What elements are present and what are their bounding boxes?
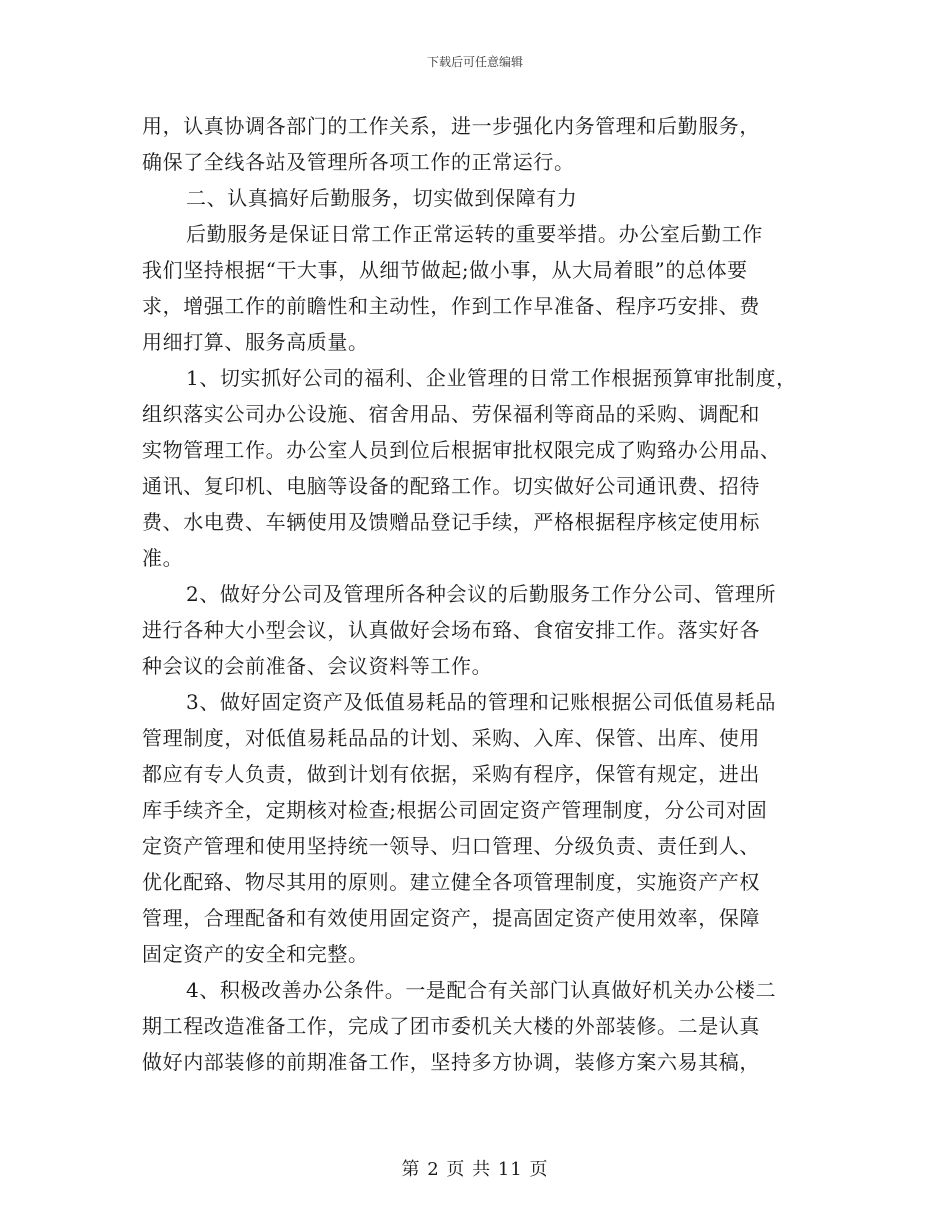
text-line: 确保了全线各站及管理所各项工作的正常运行。	[142, 150, 575, 174]
text-line: 库手续齐全，定期核对检查;根据公司固定资产管理制度，分公司对固	[142, 798, 768, 822]
page-footer: 第 2 页 共 11 页	[401, 1159, 549, 1180]
text-line: 我们坚持根据“干大事，从细节做起;做小事，从大局着眼”的总体要	[142, 258, 748, 282]
text-line: 二、认真搞好后勤服务，切实做到保障有力	[186, 186, 578, 210]
paragraph	[142, 684, 822, 972]
text-line: 4、积极改善办公条件。一是配合有关部门认真做好机关办公楼二	[186, 978, 777, 1002]
text-line: 做好内部装修的前期准备工作，坚持多方协调，装修方案六易其稿，	[142, 1050, 760, 1074]
text-line: 进行各种大小型会议，认真做好会场布臵、食宿安排工作。落实好各	[142, 618, 760, 642]
text-line: 后勤服务是保证日常工作正常运转的重要举措。办公室后勤工作	[186, 222, 763, 246]
text-line: 通讯、复印机、电脑等设备的配臵工作。切实做好公司通讯费、招待	[142, 474, 760, 498]
text-line: 固定资产的安全和完整。	[142, 942, 369, 966]
paragraph	[142, 180, 822, 216]
text-line: 2、做好分公司及管理所各种会议的后勤服务工作分公司、管理所	[186, 582, 777, 606]
text-line: 用，认真协调各部门的工作关系，进一步强化内务管理和后勤服务，	[142, 114, 760, 138]
paragraph	[142, 108, 822, 180]
document-body	[142, 108, 822, 1080]
text-line: 实物管理工作。办公室人员到位后根据审批权限完成了购臵办公用品、	[142, 438, 781, 462]
text-line: 3、做好固定资产及低值易耗品的管理和记账根据公司低值易耗品	[186, 690, 777, 714]
text-line: 管理制度，对低值易耗品品的计划、采购、入库、保管、出库、使用	[142, 726, 760, 750]
paragraph	[142, 216, 822, 360]
text-line: 用细打算、服务高质量。	[142, 330, 369, 354]
text-line: 期工程改造准备工作，完成了团市委机关大楼的外部装修。二是认真	[142, 1014, 760, 1038]
paragraph	[142, 972, 822, 1080]
page-header: 下载后可任意编辑	[426, 55, 523, 69]
text-line: 管理，合理配备和有效使用固定资产，提高固定资产使用效率，保障	[142, 906, 760, 930]
text-line: 优化配臵、物尽其用的原则。建立健全各项管理制度，实施资产产权	[142, 870, 760, 894]
text-line: 组织落实公司办公设施、宿舍用品、劳保福利等商品的采购、调配和	[142, 402, 760, 426]
text-line: 费、水电费、车辆使用及馈赠品登记手续，严格根据程序核定使用标	[142, 510, 760, 534]
paragraph	[142, 576, 822, 684]
text-line: 都应有专人负责，做到计划有依据，采购有程序，保管有规定，进出	[142, 762, 760, 786]
text-line: 求，增强工作的前瞻性和主动性，作到工作早准备、程序巧安排、费	[142, 294, 760, 318]
text-line: 准。	[142, 546, 184, 570]
text-line: 1、切实抓好公司的福利、企业管理的日常工作根据预算审批制度，	[186, 366, 797, 390]
text-line: 种会议的会前准备、会议资料等工作。	[142, 654, 493, 678]
paragraph	[142, 360, 822, 576]
text-line: 定资产管理和使用坚持统一领导、归口管理、分级负责、责任到人、	[142, 834, 760, 858]
